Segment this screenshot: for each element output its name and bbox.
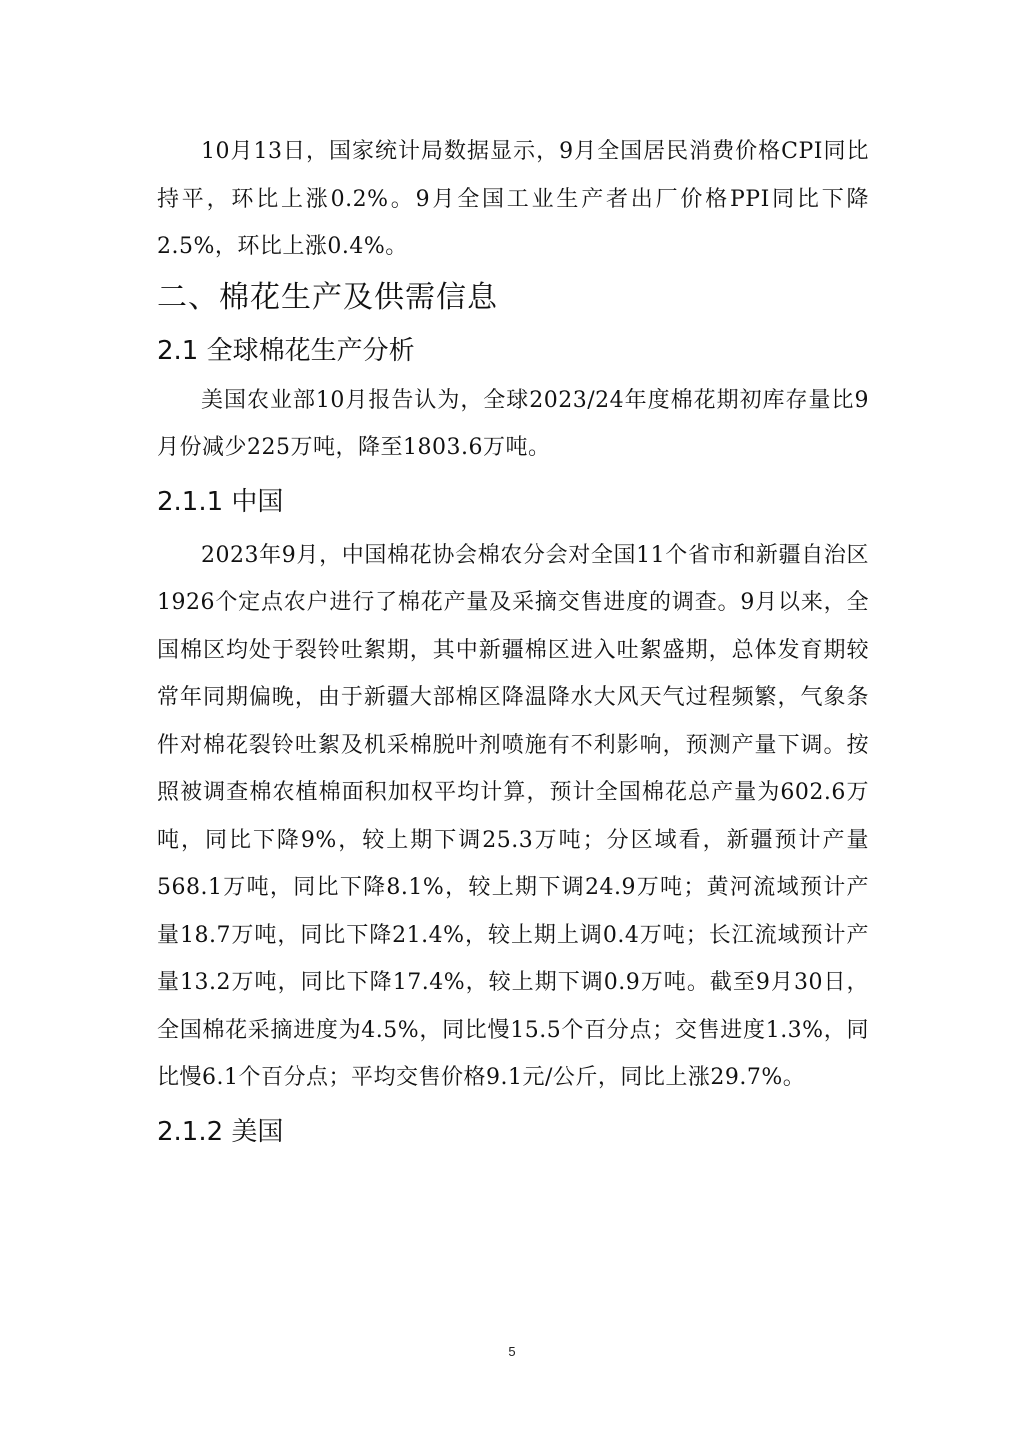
paragraph-global-stocks: 美国农业部10月报告认为，全球2023/24年度棉花期初库存量比9月份减少225万吨，降至1803.6万吨。 [157,387,869,460]
subsection-heading-usa: 2.1.2 美国 [157,1116,284,1147]
subsection-heading-china: 2.1.1 中国 [157,486,284,517]
paragraph-china-production: 2023年9月，中国棉花协会棉农分会对全国11个省市和新疆自治区1926个定点农户进行了棉花产量及采摘交售进度的调查。9月以来，全国棉区均处于裂铃吐絮期，其中新疆棉区进入吐絮盛期，总体发育期较常年同期偏晚，由于新疆大部棉区降温降水大风天气过程频繁，气象条件对棉花裂铃吐絮及机采棉脱叶剂喷施有不利影响，预测产量下调。按照被调查棉农植棉面积加权平均计算，预计全国棉花总产量为602.6万吨，同比下降9%，较上期下调25.3万吨；分区域看，新疆预计产量568.1万吨，同比下降8.1%，较上期下调24.9万吨；黄河流域预计产量18.7万吨，同比下降21.4%，较上期上调0.4万吨；长江流域预计产量13.2万吨，同比下降17.4%，较上期下调0.9万吨。截至9月30日，全国棉花采摘进度为4.5%，同比慢15.5个百分点；交售进度1.3%，同比慢6.1个百分点；平均交售价格9.1元/公斤，同比上涨29.7%。 [157,542,869,1090]
paragraph-macro-cpi-ppi: 10月13日，国家统计局数据显示，9月全国居民消费价格CPI同比持平，环比上涨0.2%。9月全国工业生产者出厂价格PPI同比下降2.5%，环比上涨0.4%。 [157,139,869,259]
page-number: 5 [508,1344,516,1359]
subsection-heading-global-production: 2.1 全球棉花生产分析 [157,335,415,366]
document-body [157,128,869,1162]
section-heading-cotton-supply-demand: 二、棉花生产及供需信息 [157,279,498,315]
